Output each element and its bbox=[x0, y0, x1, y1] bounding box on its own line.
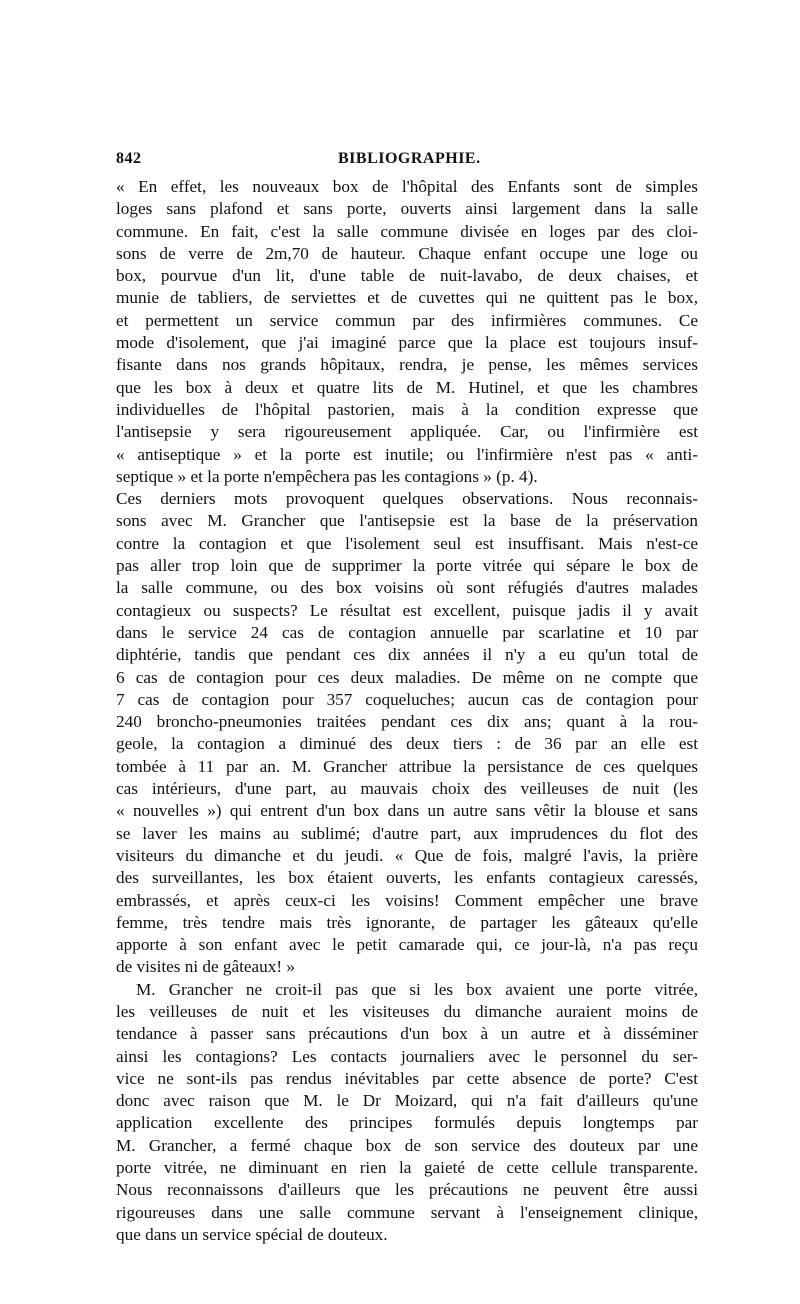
text-line: dans le service 24 cas de contagion annuelle par scarlatine et 10 par bbox=[116, 622, 698, 642]
text-line: cas intérieurs, d'une part, au mauvais choix des veilleuses de nuit (les bbox=[116, 779, 698, 799]
text-line: que dans un service spécial de douteux. bbox=[116, 1224, 388, 1244]
running-head bbox=[116, 150, 698, 176]
text-line: vice ne sont-ils pas rendus inévitables par cette absence de porte? C'est bbox=[116, 1068, 698, 1088]
text-line: pas aller trop loin que de supprimer la porte vitrée qui sépare le box de bbox=[116, 556, 698, 576]
text-line: 240 broncho-pneumonies traitées pendant ces dix ans; quant à la rou- bbox=[116, 712, 698, 732]
text-line: mode d'isolement, que j'ai imaginé parce que la place est toujours insuf- bbox=[116, 333, 698, 353]
text-line: tendance à passer sans précautions d'un box à un autre et à disséminer bbox=[116, 1024, 698, 1044]
text-line: femme, très tendre mais très ignorante, de partager les gâteaux qu'elle bbox=[116, 912, 698, 932]
text-line: se laver les mains au sublimé; d'autre part, aux imprudences du flot des bbox=[116, 823, 698, 843]
text-line: 6 cas de contagion pour ces deux maladies. De même on ne compte que bbox=[116, 667, 698, 687]
text-line: porte vitrée, ne diminuant en rien la gaieté de cette cellule transparente. bbox=[116, 1158, 698, 1178]
text-line: M. Grancher ne croit-il pas que si les box avaient une porte vitrée, bbox=[136, 979, 698, 999]
text-line: application excellente des principes formulés depuis longtemps par bbox=[116, 1113, 698, 1133]
text-line: embrassés, et après ceux-ci les voisins! Comment empêcher une brave bbox=[116, 890, 698, 910]
text-line: contre la contagion et que l'isolement seul est insuffisant. Mais n'est-ce bbox=[116, 533, 698, 553]
text-line: sons avec M. Grancher que l'antisepsie est la base de la préservation bbox=[116, 511, 698, 531]
text-line: apporte à son enfant avec le petit camarade qui, ce jour-là, n'a pas reçu bbox=[116, 935, 698, 955]
text-line: et permettent un service commun par des infirmières communes. Ce bbox=[116, 310, 698, 330]
text-line: de visites ni de gâteaux! » bbox=[116, 957, 295, 977]
text-line: fisante dans nos grands hôpitaux, rendra, je pense, les mêmes services bbox=[116, 355, 698, 375]
body-text bbox=[116, 176, 698, 1246]
text-line: box, pourvue d'un lit, d'une table de nuit-lavabo, de deux chaises, et bbox=[116, 266, 698, 286]
text-line: 7 cas de contagion pour 357 coqueluches; aucun cas de contagion pour bbox=[116, 689, 698, 709]
text-line: « antiseptique » et la porte est inutile; ou l'infirmière n'est pas « anti- bbox=[116, 444, 698, 464]
text-line: donc avec raison que M. le Dr Moizard, qui n'a fait d'ailleurs qu'une bbox=[116, 1091, 698, 1111]
text-line: sons de verre de 2m,70 de hauteur. Chaque enfant occupe une loge ou bbox=[116, 243, 698, 263]
running-title: BIBLIOGRAPHIE. bbox=[338, 150, 481, 167]
text-line: Nous reconnaissons d'ailleurs que les précautions ne peuvent être aussi bbox=[116, 1180, 698, 1200]
text-line: M. Grancher, a fermé chaque box de son service des douteux par une bbox=[116, 1135, 698, 1155]
text-line: individuelles de l'hôpital pastorien, mais à la condition expresse que bbox=[116, 399, 698, 419]
text-line: rigoureuses dans une salle commune servant à l'enseignement clinique, bbox=[116, 1202, 698, 1222]
text-line: geole, la contagion a diminué des deux tiers : de 36 par an elle est bbox=[116, 734, 698, 754]
text-line: contagieux ou suspects? Le résultat est excellent, puisque jadis il y avait bbox=[116, 600, 698, 620]
text-line: diphtérie, tandis que pendant ces dix années il n'y a eu qu'un total de bbox=[116, 645, 698, 665]
text-line: munie de tabliers, de serviettes et de cuvettes qui ne quittent pas le box, bbox=[116, 288, 698, 308]
text-line: « En effet, les nouveaux box de l'hôpital des Enfants sont de simples bbox=[116, 177, 698, 196]
text-line: que les box à deux et quatre lits de M. Hutinel, et que les chambres bbox=[116, 377, 698, 397]
text-line: la salle commune, ou des box voisins où sont réfugiés d'autres malades bbox=[116, 578, 698, 598]
text-line: loges sans plafond et sans porte, ouverts ainsi largement dans la salle bbox=[116, 199, 698, 219]
text-line: « nouvelles ») qui entrent d'un box dans un autre sans vêtir la blouse et sans bbox=[116, 801, 698, 821]
text-line: des surveillantes, les box étaient ouverts, les enfants contagieux caressés, bbox=[116, 868, 698, 888]
text-line: Ces derniers mots provoquent quelques observations. Nous reconnais- bbox=[116, 489, 698, 509]
text-line: tombée à 11 par an. M. Grancher attribue la persistance de ces quelques bbox=[116, 756, 698, 776]
text-line: septique » et la porte n'empêchera pas les contagions » (p. 4). bbox=[116, 466, 538, 486]
text-line: l'antisepsie y sera rigoureusement appliquée. Car, ou l'infirmière est bbox=[116, 422, 698, 442]
page-number: 842 bbox=[116, 150, 142, 167]
book-page bbox=[116, 150, 698, 1246]
text-line: les veilleuses de nuit et les visiteuses du dimanche auraient moins de bbox=[116, 1001, 698, 1021]
text-line: commune. En fait, c'est la salle commune divisée en loges par des cloi- bbox=[116, 221, 698, 241]
text-line: visiteurs du dimanche et du jeudi. « Que de fois, malgré l'avis, la prière bbox=[116, 845, 698, 865]
text-line: ainsi les contagions? Les contacts journaliers avec le personnel du ser- bbox=[116, 1046, 698, 1066]
